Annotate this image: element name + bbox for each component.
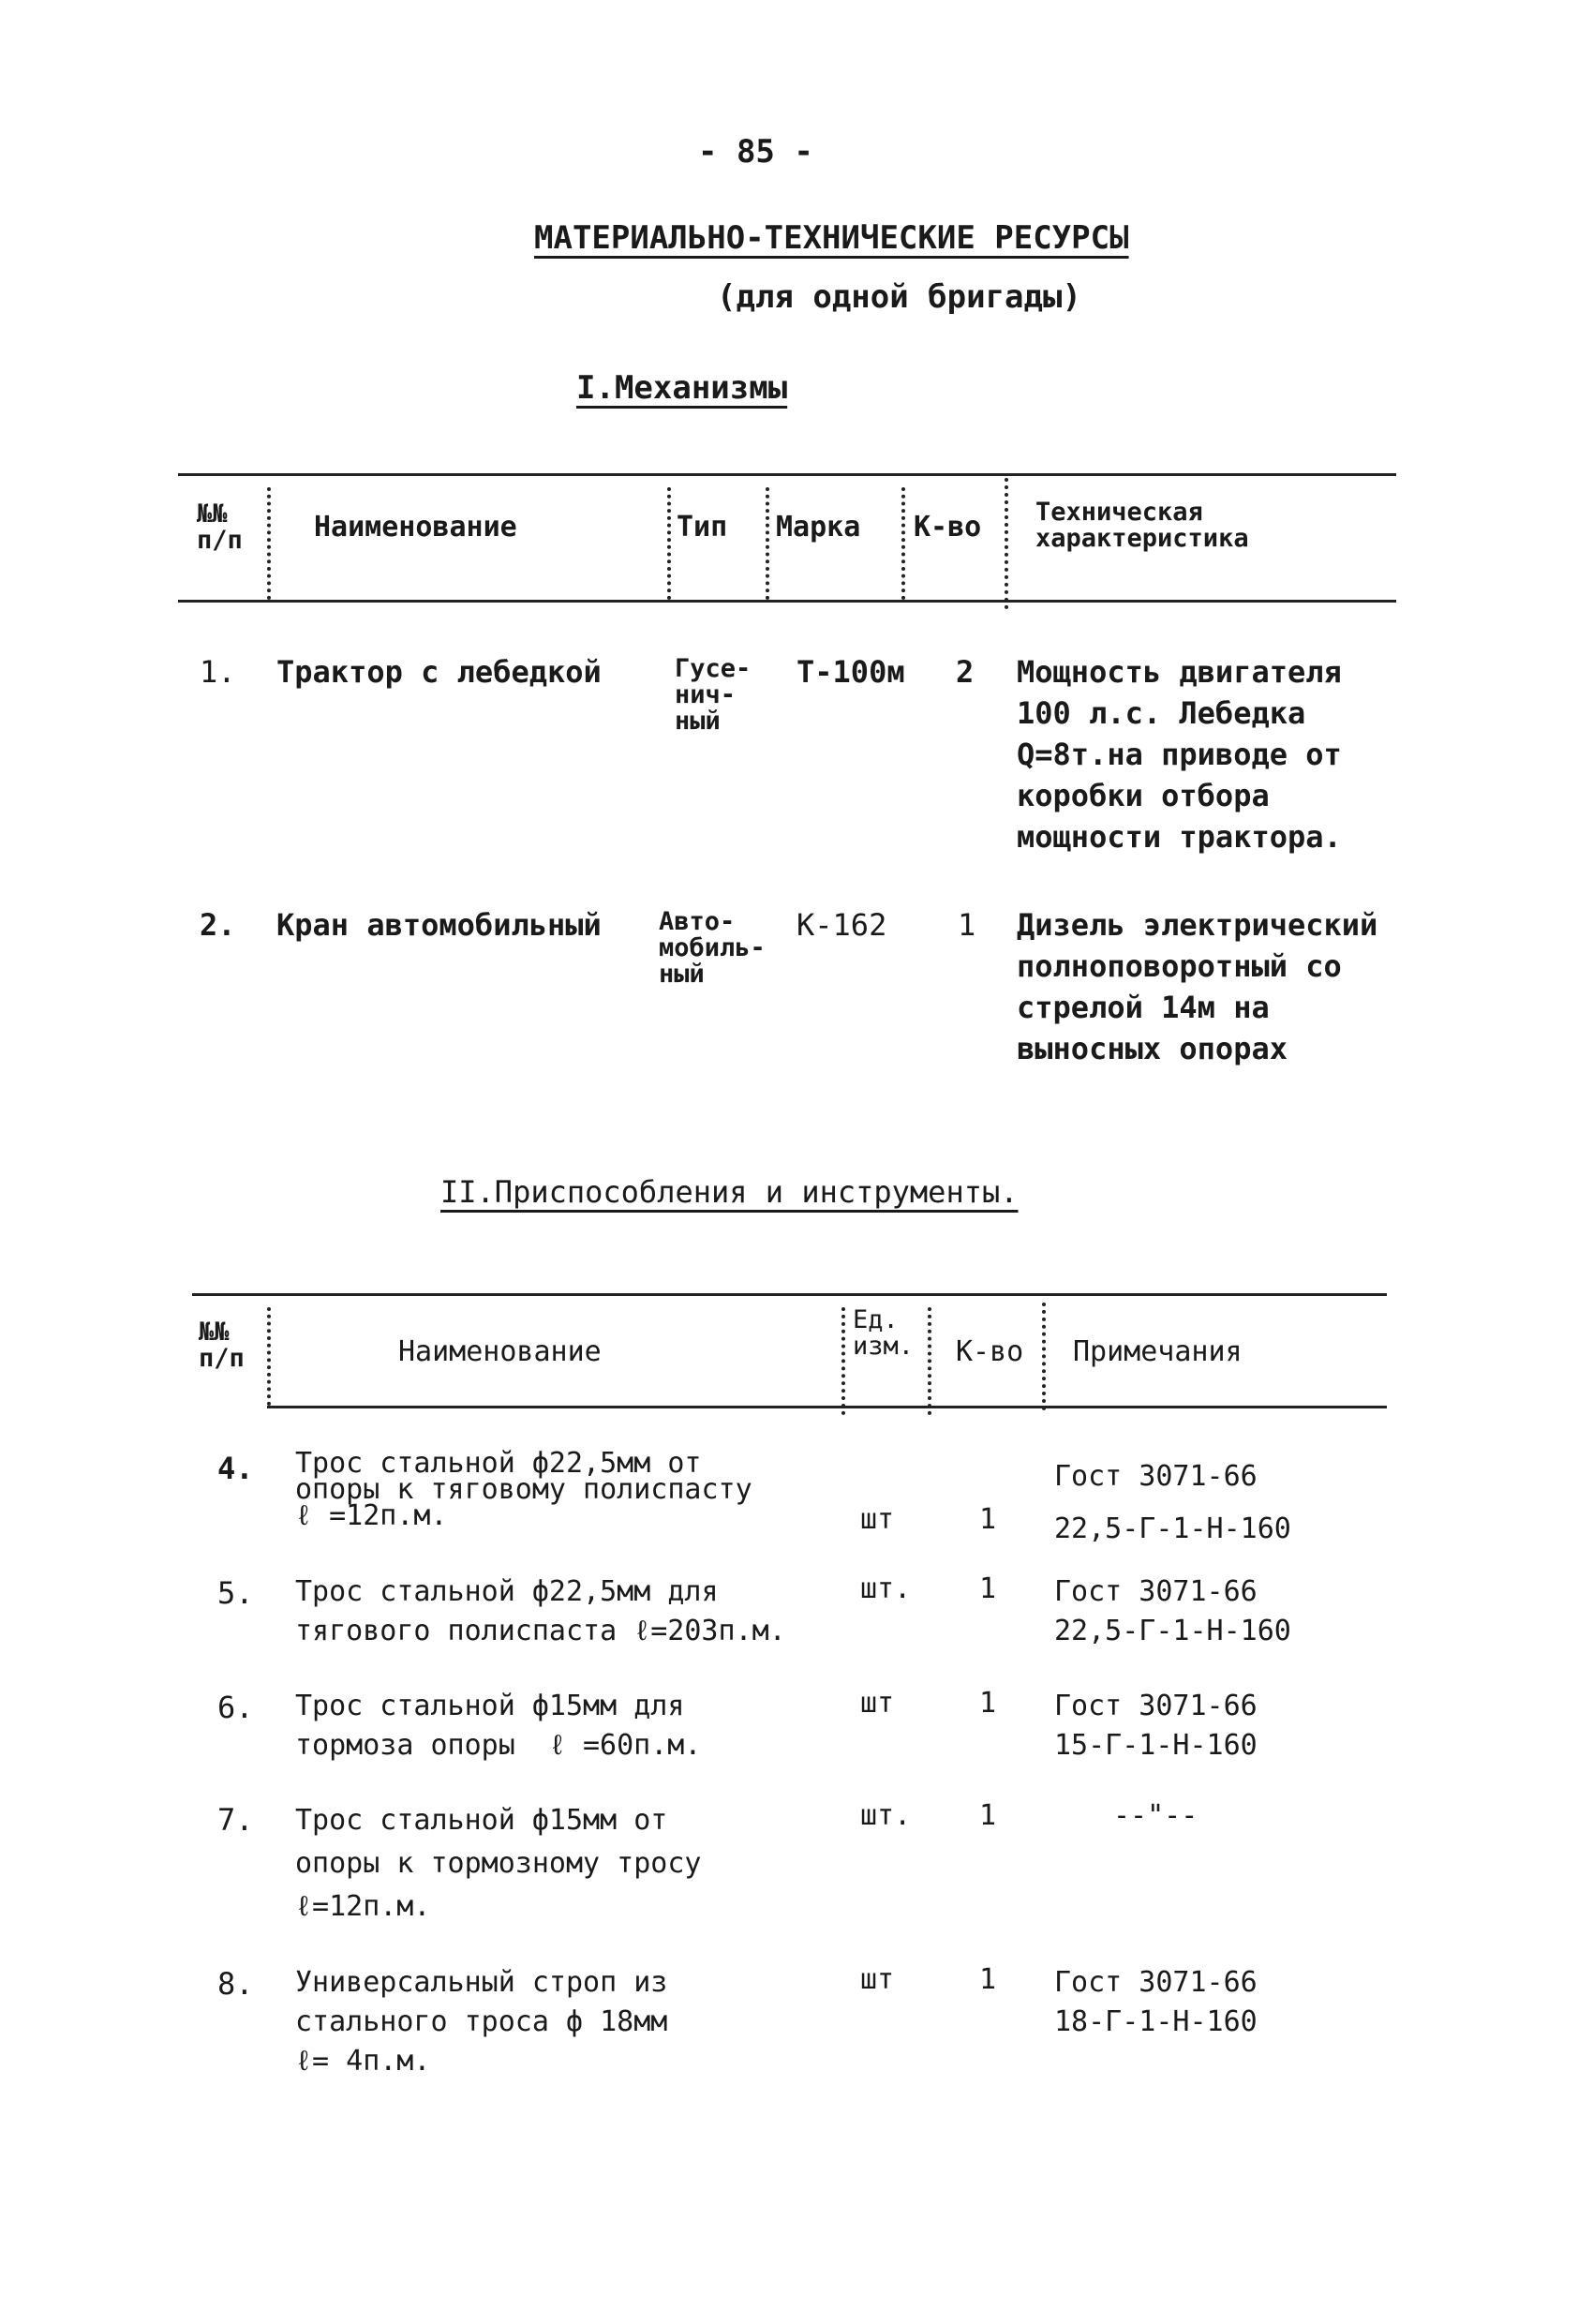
row-type: Авто- мобиль- ный bbox=[659, 907, 766, 989]
row-note: Гост 3071-66 18-Г-1-Н-160 bbox=[1054, 1966, 1258, 2038]
row-unit: шт. bbox=[860, 1572, 912, 1605]
row-note: --"-- bbox=[1113, 1799, 1198, 1832]
row-qty: 1 bbox=[979, 1687, 997, 1720]
column-divider bbox=[766, 487, 769, 600]
row-name: Кран автомобильный bbox=[276, 907, 602, 943]
row-name: Трос стальной ф22,5мм от опоры к тяговому полиспасту ℓ =12п.м. bbox=[295, 1447, 752, 1532]
column-divider bbox=[1042, 1303, 1046, 1410]
row-name: Трос стальной ф22,5мм для тягового полиспаста ℓ=203п.м. bbox=[295, 1575, 786, 1647]
row-unit: шт. bbox=[860, 1799, 912, 1832]
table-header-rule bbox=[178, 600, 1396, 603]
page-number: - 85 - bbox=[698, 133, 813, 171]
row-num: 1. bbox=[200, 654, 236, 690]
row-name: Трос стальной ф15мм для тормоза опоры ℓ =60п.м. bbox=[295, 1690, 702, 1762]
header-unit: Ед. изм. bbox=[853, 1305, 915, 1361]
row-note: Гост 3071-66 15-Г-1-Н-160 bbox=[1054, 1690, 1258, 1762]
row-qty: 1 bbox=[958, 907, 976, 943]
row-qty: 2 bbox=[956, 654, 975, 690]
column-divider bbox=[267, 1307, 271, 1406]
section-heading-mechanisms: I.Механизмы bbox=[576, 369, 788, 407]
column-divider bbox=[901, 487, 905, 600]
header-type: Тип bbox=[677, 511, 728, 544]
row-num: 4. bbox=[217, 1451, 254, 1486]
page-subtitle: (для одной бригады) bbox=[717, 278, 1081, 316]
header-name: Наименование bbox=[398, 1335, 602, 1368]
row-name: Универсальный строп из стального троса ф 18мм ℓ= 4п.м. bbox=[295, 1966, 668, 2078]
page-title: МАТЕРИАЛЬНО-ТЕХНИЧЕСКИЕ РЕСУРСЫ bbox=[534, 219, 1129, 257]
row-note: Гост 3071-66 22,5-Г-1-Н-160 bbox=[1054, 1575, 1291, 1647]
row-note: Гост 3071-66 22,5-Г-1-Н-160 bbox=[1054, 1460, 1291, 1545]
column-divider bbox=[267, 487, 271, 600]
column-divider bbox=[841, 1307, 845, 1415]
row-unit: шт bbox=[860, 1687, 895, 1720]
row-qty: 1 bbox=[979, 1963, 997, 1996]
row-unit: шт bbox=[860, 1963, 895, 1996]
section-heading-tools: II.Приспособления и инструменты. bbox=[440, 1174, 1019, 1210]
column-divider bbox=[928, 1307, 931, 1415]
row-num: 2. bbox=[200, 907, 236, 943]
column-divider bbox=[667, 487, 671, 600]
header-num: №№ п/п bbox=[199, 1318, 245, 1373]
column-divider bbox=[1005, 478, 1008, 609]
row-num: 5. bbox=[217, 1575, 254, 1611]
header-num: №№ п/п bbox=[197, 499, 243, 555]
row-mark: Т-100м bbox=[796, 654, 905, 690]
table-header-rule bbox=[267, 1406, 1387, 1408]
row-type: Гусе- нич- ный bbox=[675, 654, 752, 736]
row-num: 7. bbox=[217, 1802, 254, 1838]
row-qty: 1 bbox=[979, 1799, 997, 1832]
header-qty: К-во bbox=[914, 511, 982, 544]
row-num: 6. bbox=[217, 1690, 254, 1725]
row-unit: шт bbox=[860, 1503, 895, 1536]
row-mark: К-162 bbox=[796, 907, 887, 943]
row-spec: Дизель электрический полноповоротный со стрелой 14м на выносных опорах bbox=[1017, 907, 1378, 1066]
header-mark: Марка bbox=[776, 511, 861, 544]
row-name: Трос стальной ф15мм от опоры к тормозному тросу ℓ=12п.м. bbox=[295, 1804, 702, 1923]
header-name: Наименование bbox=[314, 511, 517, 544]
table-top-rule bbox=[192, 1293, 1387, 1296]
row-name: Трактор с лебедкой bbox=[276, 654, 602, 690]
header-note: Примечания bbox=[1073, 1335, 1243, 1368]
row-num: 8. bbox=[217, 1966, 254, 2002]
row-qty: 1 bbox=[979, 1572, 997, 1605]
header-spec: Техническая характеристика bbox=[1035, 498, 1249, 553]
table-top-rule bbox=[178, 473, 1396, 476]
row-spec: Мощность двигателя 100 л.с. Лебедка Q=8т.на приводе от коробки отбора мощности трактора. bbox=[1017, 654, 1342, 855]
header-qty: К-во bbox=[956, 1335, 1024, 1368]
row-qty: 1 bbox=[979, 1503, 997, 1536]
